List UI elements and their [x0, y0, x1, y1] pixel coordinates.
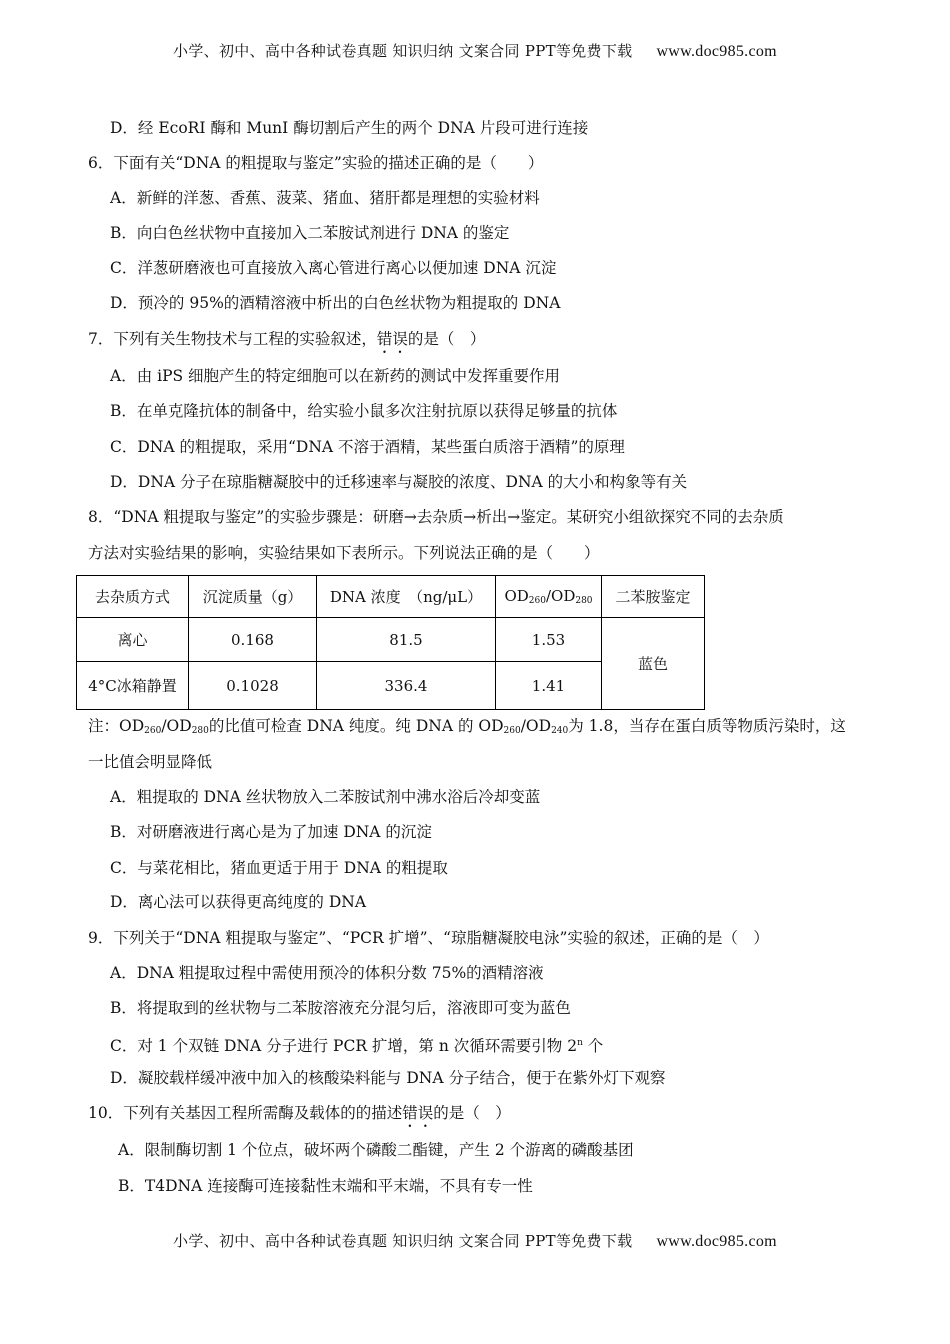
q7-stem — [88, 329, 485, 357]
q6-option-a: A．新鲜的洋葱、香蕉、菠菜、猪血、猪肝都是理想的实验材料 — [110, 189, 540, 207]
q8-stem-line2: 方法对实验结果的影响，实验结果如下表所示。下列说法正确的是（ ） — [88, 544, 600, 562]
q8-option-b: B．对研磨液进行离心是为了加速 DNA 的沉淀 — [110, 823, 432, 841]
q8-option-d: D．离心法可以获得更高纯度的 DNA — [110, 893, 367, 911]
note-sub: 240 — [551, 726, 569, 736]
header-method: 去杂质方式 — [77, 576, 189, 618]
q9-c-text-end: 个 — [582, 1037, 604, 1056]
cell-mass: 0.168 — [189, 618, 317, 662]
q10-stem-pre: 10．下列有关基因工程所需酶及载体的的描述 — [88, 1104, 403, 1122]
cell-mass: 0.1028 — [189, 662, 317, 710]
q10-stem-emphasis: 错误 — [402, 1104, 434, 1122]
cell-method: 4°C冰箱静置 — [77, 662, 189, 710]
q6-option-b: B．向白色丝状物中直接加入二苯胺试剂进行 DNA 的鉴定 — [110, 224, 510, 242]
cell-concentration: 81.5 — [317, 618, 496, 662]
note-part: 的比值可检查 DNA 纯度。纯 DNA 的 OD — [208, 717, 504, 735]
table-header-row — [77, 576, 705, 618]
q9-option-a: A．DNA 粗提取过程中需使用预冷的体积分数 75%的酒精溶液 — [110, 964, 544, 982]
q8-stem-line1: 8．“DNA 粗提取与鉴定”的实验步骤是：研磨→去杂质→析出→鉴定。某研究小组欲探究不同的去杂质 — [88, 508, 784, 526]
q8-note-line2: 一比值会明显降低 — [88, 753, 213, 771]
cell-method: 离心 — [77, 618, 189, 662]
table-row — [77, 618, 705, 662]
note-sub: 260 — [144, 726, 162, 736]
q10-option-b: B．T4DNA 连接酶可连接黏性末端和平末端，不具有专一性 — [118, 1177, 533, 1195]
cell-color: 蓝色 — [602, 618, 705, 710]
q8-option-c: C．与菜花相比，猪血更适于用于 DNA 的粗提取 — [110, 859, 448, 877]
header-url[interactable]: www.doc985.com — [656, 43, 777, 60]
note-part: 注：OD — [88, 717, 145, 735]
q8-results-table — [76, 575, 705, 710]
q7-option-d: D．DNA 分子在琼脂糖凝胶中的迁移速率与凝胶的浓度、DNA 的大小和构象等有关 — [110, 473, 688, 491]
q6-option-c: C．洋葱研磨液也可直接放入离心管进行离心以便加速 DNA 沉淀 — [110, 259, 557, 277]
q6-stem: 6．下面有关“DNA 的粗提取与鉴定”实验的描述正确的是（ ） — [88, 154, 544, 172]
od-sub-260: 260 — [528, 596, 546, 606]
note-sub: 280 — [191, 726, 209, 736]
q8-note-line1 — [88, 716, 846, 741]
q7-option-c: C．DNA 的粗提取，采用“DNA 不溶于酒精，某些蛋白质溶于酒精”的原理 — [110, 438, 625, 456]
cell-od: 1.41 — [496, 662, 602, 710]
note-sub: 260 — [503, 726, 521, 736]
q10-option-a: A．限制酶切割 1 个位点，破坏两个磷酸二酯键，产生 2 个游离的磷酸基团 — [118, 1141, 634, 1159]
q9-option-c — [110, 1033, 603, 1056]
page-header — [0, 40, 950, 61]
q10-stem — [88, 1103, 511, 1131]
od-sub-280: 280 — [575, 596, 593, 606]
page-footer — [0, 1230, 950, 1251]
q7-option-b: B．在单克隆抗体的制备中，给实验小鼠多次注射抗原以获得足够量的抗体 — [110, 402, 618, 420]
q9-c-text: C．对 1 个双链 DNA 分子进行 PCR 扩增，第 n 次循环需要引物 2 — [110, 1037, 578, 1056]
q7-stem-emphasis: 错误 — [376, 330, 408, 348]
footer-url[interactable]: www.doc985.com — [656, 1233, 777, 1250]
od-label: OD — [504, 587, 529, 605]
header-diphenylamine: 二苯胺鉴定 — [602, 576, 705, 618]
od-slash: /OD — [545, 587, 576, 605]
header-concentration: DNA 浓度 （ng/μL） — [317, 576, 496, 618]
q9-option-b: B．将提取到的丝状物与二苯胺溶液充分混匀后，溶液即可变为蓝色 — [110, 999, 571, 1017]
q5-option-d: D．经 EcoRI 酶和 MunI 酶切割后产生的两个 DNA 片段可进行连接 — [110, 119, 589, 137]
q7-option-a: A．由 iPS 细胞产生的特定细胞可以在新药的测试中发挥重要作用 — [110, 367, 561, 385]
footer-text: 小学、初中、高中各种试卷真题 知识归纳 文案合同 PPT等免费下载 — [173, 1232, 633, 1250]
cell-concentration: 336.4 — [317, 662, 496, 710]
q7-stem-pre: 7．下列有关生物技术与工程的实验叙述， — [88, 330, 377, 348]
header-text: 小学、初中、高中各种试卷真题 知识归纳 文案合同 PPT等免费下载 — [173, 42, 633, 60]
q9-c-superscript: n — [577, 1038, 583, 1048]
q9-stem: 9．下列关于“DNA 粗提取与鉴定”、“PCR 扩增”、“琼脂糖凝胶电泳”实验的叙述，正确的是（ ） — [88, 929, 769, 947]
note-part: /OD — [161, 717, 192, 735]
q7-stem-post: 的是（ ） — [407, 330, 486, 348]
q10-stem-post: 的是（ ） — [433, 1104, 511, 1122]
note-part: 为 1.8，当存在蛋白质等物质污染时，这 — [568, 717, 846, 735]
q9-option-d: D．凝胶载样缓冲液中加入的核酸染料能与 DNA 分子结合，便于在紫外灯下观察 — [110, 1069, 666, 1087]
cell-od: 1.53 — [496, 618, 602, 662]
q6-option-d: D．预冷的 95%的酒精溶液中析出的白色丝状物为粗提取的 DNA — [110, 294, 561, 312]
note-part: /OD — [520, 717, 552, 735]
q8-option-a: A．粗提取的 DNA 丝状物放入二苯胺试剂中沸水浴后冷却变蓝 — [110, 788, 541, 806]
header-od-ratio — [496, 576, 602, 618]
header-mass: 沉淀质量（g） — [189, 576, 317, 618]
